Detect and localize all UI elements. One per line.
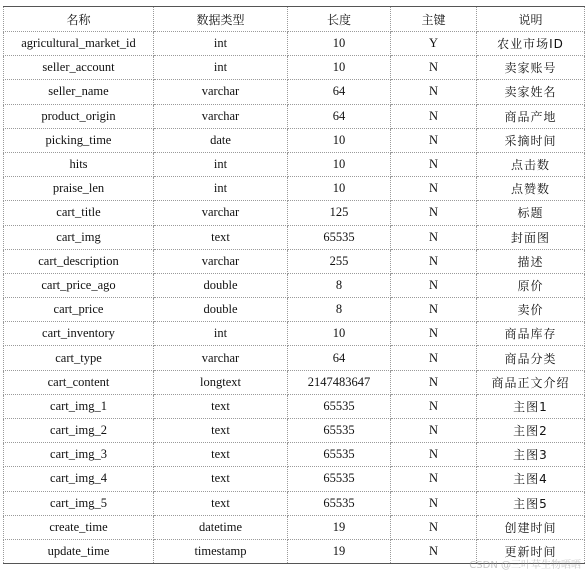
cell-data-type: text xyxy=(154,419,288,443)
cell-description: 主图3 xyxy=(477,443,585,467)
table-row xyxy=(4,346,585,370)
header-description: 说明 xyxy=(477,7,585,32)
table-row xyxy=(4,177,585,201)
cell-description: 采摘时间 xyxy=(477,128,585,152)
cell-name: cart_description xyxy=(4,249,154,273)
cell-length: 8 xyxy=(288,273,391,297)
cell-description: 商品正文介绍 xyxy=(477,370,585,394)
cell-primary-key: N xyxy=(391,419,477,443)
table-row xyxy=(4,322,585,346)
cell-name: cart_title xyxy=(4,201,154,225)
header-row xyxy=(4,7,585,32)
header-data-type: 数据类型 xyxy=(154,7,288,32)
table-row xyxy=(4,152,585,176)
cell-data-type: timestamp xyxy=(154,539,288,563)
cell-description: 描述 xyxy=(477,249,585,273)
table-row xyxy=(4,56,585,80)
cell-primary-key: N xyxy=(391,539,477,563)
cell-description: 主图1 xyxy=(477,394,585,418)
table-row xyxy=(4,128,585,152)
cell-length: 19 xyxy=(288,539,391,563)
cell-primary-key: N xyxy=(391,515,477,539)
cell-description: 主图4 xyxy=(477,467,585,491)
cell-data-type: text xyxy=(154,491,288,515)
cell-primary-key: N xyxy=(391,467,477,491)
cell-name: seller_name xyxy=(4,80,154,104)
table-row xyxy=(4,298,585,322)
cell-name: praise_len xyxy=(4,177,154,201)
cell-data-type: longtext xyxy=(154,370,288,394)
cell-description: 更新时间 xyxy=(477,539,585,563)
cell-description: 标题 xyxy=(477,201,585,225)
table-row xyxy=(4,491,585,515)
cell-length: 10 xyxy=(288,152,391,176)
cell-data-type: int xyxy=(154,56,288,80)
cell-data-type: int xyxy=(154,152,288,176)
cell-description: 农业市场ID xyxy=(477,32,585,56)
cell-length: 10 xyxy=(288,322,391,346)
cell-data-type: text xyxy=(154,225,288,249)
cell-name: cart_price_ago xyxy=(4,273,154,297)
cell-data-type: int xyxy=(154,177,288,201)
cell-primary-key: N xyxy=(391,104,477,128)
table-row xyxy=(4,201,585,225)
cell-description: 封面图 xyxy=(477,225,585,249)
cell-description: 点赞数 xyxy=(477,177,585,201)
cell-length: 19 xyxy=(288,515,391,539)
cell-name: picking_time xyxy=(4,128,154,152)
cell-primary-key: N xyxy=(391,370,477,394)
cell-description: 点击数 xyxy=(477,152,585,176)
cell-length: 65535 xyxy=(288,225,391,249)
cell-data-type: varchar xyxy=(154,201,288,225)
cell-primary-key: Y xyxy=(391,32,477,56)
table-row xyxy=(4,443,585,467)
cell-name: cart_img xyxy=(4,225,154,249)
cell-data-type: double xyxy=(154,273,288,297)
cell-description: 原价 xyxy=(477,273,585,297)
cell-description: 卖家姓名 xyxy=(477,80,585,104)
cell-name: hits xyxy=(4,152,154,176)
cell-length: 10 xyxy=(288,128,391,152)
cell-name: product_origin xyxy=(4,104,154,128)
cell-length: 65535 xyxy=(288,443,391,467)
cell-length: 64 xyxy=(288,80,391,104)
cell-length: 65535 xyxy=(288,394,391,418)
cell-name: create_time xyxy=(4,515,154,539)
cell-data-type: varchar xyxy=(154,346,288,370)
table-row xyxy=(4,515,585,539)
header-primary-key: 主键 xyxy=(391,7,477,32)
table-row xyxy=(4,370,585,394)
table-row xyxy=(4,419,585,443)
cell-primary-key: N xyxy=(391,491,477,515)
cell-length: 10 xyxy=(288,56,391,80)
cell-description: 商品库存 xyxy=(477,322,585,346)
cell-primary-key: N xyxy=(391,322,477,346)
cell-length: 65535 xyxy=(288,419,391,443)
cell-data-type: text xyxy=(154,394,288,418)
cell-name: cart_img_4 xyxy=(4,467,154,491)
cell-length: 2147483647 xyxy=(288,370,391,394)
cell-primary-key: N xyxy=(391,201,477,225)
cell-name: cart_content xyxy=(4,370,154,394)
cell-primary-key: N xyxy=(391,177,477,201)
cell-description: 卖价 xyxy=(477,298,585,322)
cell-primary-key: N xyxy=(391,443,477,467)
cell-data-type: varchar xyxy=(154,80,288,104)
cell-name: cart_inventory xyxy=(4,322,154,346)
cell-data-type: date xyxy=(154,128,288,152)
cell-primary-key: N xyxy=(391,249,477,273)
cell-primary-key: N xyxy=(391,56,477,80)
cell-name: agricultural_market_id xyxy=(4,32,154,56)
cell-primary-key: N xyxy=(391,346,477,370)
cell-name: seller_account xyxy=(4,56,154,80)
field-schema-table xyxy=(3,6,585,564)
schema-table-container xyxy=(3,6,584,564)
cell-data-type: double xyxy=(154,298,288,322)
cell-length: 10 xyxy=(288,32,391,56)
cell-name: cart_img_3 xyxy=(4,443,154,467)
cell-name: cart_img_2 xyxy=(4,419,154,443)
table-row xyxy=(4,249,585,273)
table-body xyxy=(4,32,585,564)
cell-primary-key: N xyxy=(391,152,477,176)
cell-description: 商品分类 xyxy=(477,346,585,370)
header-length: 长度 xyxy=(288,7,391,32)
cell-length: 65535 xyxy=(288,491,391,515)
cell-primary-key: N xyxy=(391,298,477,322)
cell-length: 255 xyxy=(288,249,391,273)
cell-data-type: datetime xyxy=(154,515,288,539)
cell-description: 主图2 xyxy=(477,419,585,443)
cell-name: cart_type xyxy=(4,346,154,370)
table-row xyxy=(4,273,585,297)
cell-data-type: int xyxy=(154,32,288,56)
cell-data-type: text xyxy=(154,443,288,467)
cell-description: 主图5 xyxy=(477,491,585,515)
cell-description: 创建时间 xyxy=(477,515,585,539)
table-row xyxy=(4,104,585,128)
cell-data-type: varchar xyxy=(154,104,288,128)
cell-primary-key: N xyxy=(391,80,477,104)
table-row xyxy=(4,394,585,418)
cell-name: cart_img_5 xyxy=(4,491,154,515)
cell-name: cart_price xyxy=(4,298,154,322)
cell-primary-key: N xyxy=(391,273,477,297)
table-row xyxy=(4,32,585,56)
cell-length: 65535 xyxy=(288,467,391,491)
cell-name: cart_img_1 xyxy=(4,394,154,418)
cell-length: 125 xyxy=(288,201,391,225)
cell-length: 8 xyxy=(288,298,391,322)
watermark: CSDN @三叶草生物晒晒 xyxy=(469,560,581,571)
cell-name: update_time xyxy=(4,539,154,563)
table-row xyxy=(4,80,585,104)
cell-description: 商品产地 xyxy=(477,104,585,128)
cell-length: 64 xyxy=(288,104,391,128)
cell-data-type: varchar xyxy=(154,249,288,273)
cell-primary-key: N xyxy=(391,128,477,152)
cell-data-type: text xyxy=(154,467,288,491)
cell-length: 64 xyxy=(288,346,391,370)
cell-primary-key: N xyxy=(391,394,477,418)
cell-primary-key: N xyxy=(391,225,477,249)
table-row xyxy=(4,467,585,491)
table-row xyxy=(4,225,585,249)
cell-description: 卖家账号 xyxy=(477,56,585,80)
header-name: 名称 xyxy=(4,7,154,32)
cell-data-type: int xyxy=(154,322,288,346)
cell-length: 10 xyxy=(288,177,391,201)
